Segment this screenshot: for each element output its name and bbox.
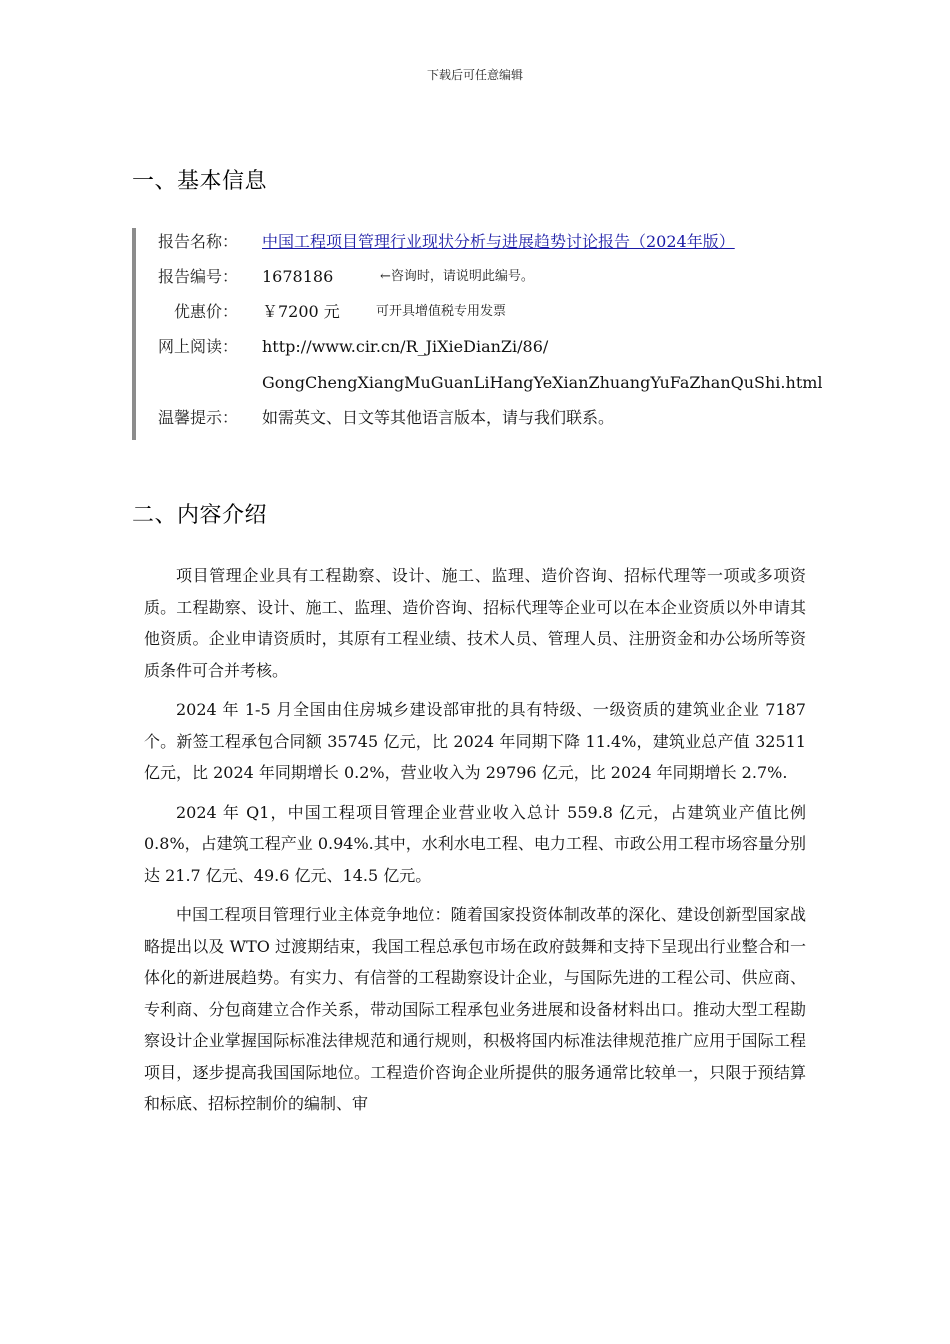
online-url-line1[interactable]: http://www.cir.cn/R_JiXieDianZi/86/ [262, 337, 549, 356]
report-code-value: 1678186 [262, 267, 334, 286]
report-code-note: ←咨询时，请说明此编号。 [380, 269, 534, 284]
content-body [144, 560, 806, 1128]
invoice-note: 可开具增值税专用发票 [376, 304, 507, 319]
report-name-link[interactable]: 中国工程项目管理行业现状分析与进展趋势讨论报告（2024年版） [262, 232, 735, 251]
price-label: 优惠价： [173, 302, 238, 321]
online-url-line2[interactable]: GongChengXiangMuGuanLiHangYeXianZhuangYuFaZhanQuShi.html [262, 373, 823, 392]
online-read-label: 网上阅读： [158, 337, 239, 356]
tip-value: 如需英文、日文等其他语言版本，请与我们联系。 [262, 408, 615, 427]
report-info-block [132, 228, 823, 440]
page-header: 下载后可任意编辑 [426, 68, 523, 82]
paragraph: 2024 年 1-5 月全国由住房城乡建设部审批的具有特级、一级资质的建筑业企业 7187 个。新签工程承包合同额 35745 亿元，比 2024 年同期下降 11.4%，建筑业总产值 32511 亿元，比 2024 年同期增长 0.2%，营业收入为 29796 亿元，比 2024 年同期增长 2.7%. [144, 700, 806, 782]
price-value: ￥7200 元 [262, 302, 340, 321]
section-title-basic-info: 一、基本信息 [132, 169, 268, 194]
paragraph: 2024 年 Q1，中国工程项目管理企业营业收入总计 559.8 亿元，占建筑业产值比例 0.8%，占建筑工程产业 0.94%.其中，水利水电工程、电力工程、市政公用工程市场容量分别达 21.7 亿元、49.6 亿元、14.5 亿元。 [144, 802, 806, 885]
paragraph: 中国工程项目管理行业主体竞争地位：随着国家投资体制改革的深化、建设创新型国家战略提出以及 WTO 过渡期结束，我国工程总承包市场在政府鼓舞和支持下呈现出行业整合和一体化的新进展趋势。有实力、有信誉的工程勘察设计企业，与国际先进的工程公司、供应商、专利商、分包商建立合作关系，带动国际工程承包业务进展和设备材料出口。推动大型工程勘察设计企业掌握国际标准法律规范和通行规则，积极将国内标准法律规范推广应用于国际工程项目，逐步提高我国国际地位。工程造价咨询企业所提供的服务通常比较单一，只限于预结算和标底、招标控制价的编制、审 [144, 905, 806, 1113]
section-title-content-intro: 二、内容介绍 [132, 503, 268, 528]
tip-label: 温馨提示： [158, 408, 239, 427]
report-code-label: 报告编号： [158, 267, 239, 286]
report-name-label: 报告名称： [158, 232, 239, 251]
paragraph: 项目管理企业具有工程勘察、设计、施工、监理、造价咨询、招标代理等一项或多项资质。工程勘察、设计、施工、监理、造价咨询、招标代理等企业可以在本企业资质以外申请其他资质。企业申请资质时，其原有工程业绩、技术人员、管理人员、注册资金和办公场所等资质条件可合并考核。 [144, 566, 806, 680]
